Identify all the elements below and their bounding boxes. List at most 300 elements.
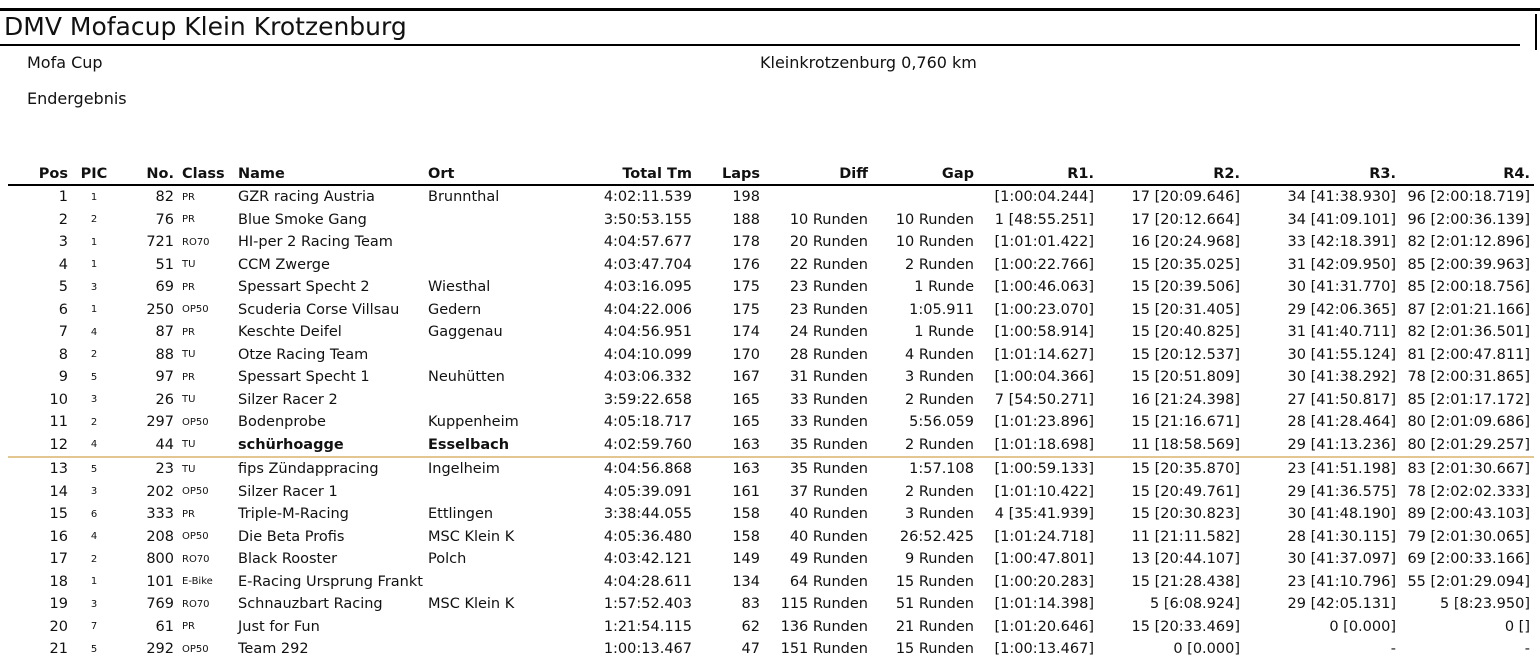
- cell-r2: 15 [20:35.870]: [1131, 461, 1240, 478]
- cell-name: E-Racing Ursprung Frankt: [238, 573, 423, 590]
- cell-r1: [1:00:23.070]: [994, 301, 1094, 318]
- cell-pic: 5: [90, 463, 98, 475]
- cell-laps: 47: [741, 641, 760, 658]
- cell-pic: 1: [90, 304, 98, 316]
- cell-class: TU: [182, 463, 196, 475]
- col-pos: Pos: [8, 164, 72, 185]
- cell-r4: 89 [2:00:43.103]: [1407, 506, 1530, 523]
- cell-total: 4:02:59.760: [574, 434, 696, 458]
- cell-r4: 80 [2:01:09.686]: [1407, 414, 1530, 431]
- cell-no: 101: [146, 573, 174, 590]
- cell-r4: -: [1524, 641, 1530, 658]
- cell-ort: [424, 209, 574, 232]
- cell-r4: 80 [2:01:29.257]: [1400, 434, 1534, 458]
- cell-ort: [424, 638, 574, 661]
- cell-r3: 28 [41:30.115]: [1287, 528, 1396, 545]
- cell-r3: 30 [41:37.097]: [1287, 551, 1396, 568]
- cell-pos: 4: [58, 256, 68, 273]
- cell-r1: [1:01:20.646]: [994, 618, 1094, 635]
- cell-class: RO70: [182, 236, 210, 248]
- cell-laps: 62: [741, 618, 760, 635]
- cell-ort: Neuhütten: [428, 369, 505, 386]
- cell-r2: 15 [20:30.823]: [1131, 506, 1240, 523]
- cell-r4: 78 [2:00:31.865]: [1407, 369, 1530, 386]
- cell-pic: 2: [90, 214, 98, 226]
- cell-pic: 7: [90, 621, 98, 633]
- cell-gap: 15 Runden: [895, 573, 974, 590]
- table-row: [8, 434, 1534, 458]
- cell-r1: [1:00:59.133]: [994, 461, 1094, 478]
- cell-diff: 37 Runden: [789, 483, 868, 500]
- cell-gap: 1 Runde: [914, 324, 974, 341]
- cell-pos: 5: [58, 279, 68, 296]
- cell-r4: 78 [2:02:02.333]: [1407, 483, 1530, 500]
- result-type: Endergebnis: [27, 89, 127, 108]
- cell-pic: 1: [90, 236, 98, 248]
- cell-gap: 51 Runden: [895, 596, 974, 613]
- table-row: [8, 185, 1534, 209]
- cell-r1: [1:01:24.718]: [994, 528, 1094, 545]
- cell-gap: 26:52.425: [899, 528, 974, 545]
- table-row: [8, 616, 1534, 639]
- col-r2: R2.: [1098, 164, 1244, 185]
- cell-r3: 30 [41:55.124]: [1287, 346, 1396, 363]
- cell-r3: 29 [42:05.131]: [1287, 596, 1396, 613]
- title-right-rule: [1535, 14, 1537, 50]
- cell-pic: 4: [90, 326, 98, 338]
- cell-diff: 23 Runden: [789, 279, 868, 296]
- cell-diff: 64 Runden: [789, 573, 868, 590]
- cell-name: Spessart Specht 2: [238, 279, 370, 296]
- cell-name: Triple-M-Racing: [238, 506, 349, 523]
- cell-r4: 96 [2:00:18.719]: [1407, 189, 1530, 206]
- table-row: [8, 638, 1534, 661]
- cell-r1: [1:00:13.467]: [994, 641, 1094, 658]
- cell-diff: 35 Runden: [789, 461, 868, 478]
- cell-ort: [424, 389, 574, 412]
- cell-gap: [872, 185, 978, 209]
- cell-total: 4:03:47.704: [603, 256, 692, 273]
- cell-r3: 28 [41:28.464]: [1287, 414, 1396, 431]
- cell-r4: 85 [2:00:18.756]: [1407, 279, 1530, 296]
- cell-pos: 19: [49, 596, 68, 613]
- cell-name: Bodenprobe: [238, 414, 326, 431]
- table-row: [8, 321, 1534, 344]
- cell-class: PR: [182, 508, 195, 520]
- cell-r3: 29 [42:06.365]: [1287, 301, 1396, 318]
- col-no: No.: [116, 164, 178, 185]
- table-row: [8, 593, 1534, 616]
- cell-r4: 85 [2:01:17.172]: [1407, 391, 1530, 408]
- cell-laps: 198: [732, 189, 760, 206]
- cell-r3: 23 [41:51.198]: [1287, 461, 1396, 478]
- cell-class: OP50: [182, 486, 209, 498]
- cell-r3: 31 [41:40.711]: [1287, 324, 1396, 341]
- cell-class: TU: [178, 434, 234, 458]
- cell-r2: 11 [18:58.569]: [1098, 434, 1244, 458]
- cell-diff: 136 Runden: [780, 618, 868, 635]
- cell-pic: 3: [90, 486, 98, 498]
- cell-pos: 20: [49, 618, 68, 635]
- table-row: [8, 344, 1534, 367]
- table-row: [8, 254, 1534, 277]
- cell-class: PR: [182, 371, 195, 383]
- table-row: [8, 481, 1534, 504]
- cell-r1: [1:01:18.698]: [978, 434, 1098, 458]
- cell-class: RO70: [182, 598, 210, 610]
- cell-diff: 24 Runden: [789, 324, 868, 341]
- cell-pic: 3: [90, 281, 98, 293]
- cell-name: HI-per 2 Racing Team: [238, 234, 393, 251]
- cell-ort: Brunnthal: [428, 189, 500, 206]
- cell-no: 44: [116, 434, 178, 458]
- cell-r1: [1:00:58.914]: [994, 324, 1094, 341]
- cell-class: OP50: [182, 304, 209, 316]
- table-row: [8, 209, 1534, 232]
- cell-diff: 33 Runden: [789, 391, 868, 408]
- cell-gap: 1 Runde: [914, 279, 974, 296]
- cell-class: TU: [182, 259, 196, 271]
- cell-r2: 15 [20:40.825]: [1131, 324, 1240, 341]
- cell-total: 4:05:39.091: [603, 483, 692, 500]
- cell-gap: 2 Runden: [872, 434, 978, 458]
- cell-r4: 83 [2:01:30.667]: [1407, 461, 1530, 478]
- cell-diff: 35 Runden: [764, 434, 872, 458]
- cell-name: Schnauzbart Racing: [238, 596, 383, 613]
- cell-r2: 0 [0.000]: [1173, 641, 1240, 658]
- cell-total: 4:04:56.951: [603, 324, 692, 341]
- cell-total: 4:03:06.332: [603, 369, 692, 386]
- cell-ort: Ettlingen: [428, 506, 494, 523]
- cell-gap: 3 Runden: [905, 369, 974, 386]
- cell-no: 721: [146, 234, 174, 251]
- cell-pos: 13: [49, 461, 68, 478]
- results-table: [8, 164, 1534, 661]
- cell-name: Die Beta Profis: [238, 528, 345, 545]
- cell-diff: 23 Runden: [789, 301, 868, 318]
- cell-r3: 34 [41:09.101]: [1287, 211, 1396, 228]
- cell-diff: 22 Runden: [789, 256, 868, 273]
- cell-gap: 1:57.108: [909, 461, 974, 478]
- cell-pos: 12: [8, 434, 72, 458]
- cell-pic: 1: [90, 576, 98, 588]
- cell-total: 4:05:18.717: [603, 414, 692, 431]
- cell-r3: 33 [42:18.391]: [1287, 234, 1396, 251]
- cell-class: PR: [182, 191, 195, 203]
- cell-no: 26: [155, 391, 174, 408]
- cell-r4: 69 [2:00:33.166]: [1407, 551, 1530, 568]
- cell-ort: Ingelheim: [428, 461, 500, 478]
- title-underline: [0, 44, 1520, 46]
- cell-r4: 82 [2:01:36.501]: [1407, 324, 1530, 341]
- cell-gap: 2 Runden: [905, 256, 974, 273]
- cell-no: 61: [155, 618, 174, 635]
- cell-r4: 81 [2:00:47.811]: [1407, 346, 1530, 363]
- table-row: [8, 571, 1534, 594]
- cell-ort: MSC Klein K: [428, 528, 515, 545]
- cell-pic: 5: [90, 371, 98, 383]
- cup-name: Mofa Cup: [27, 53, 103, 72]
- cell-no: 250: [146, 301, 174, 318]
- cell-r4: 79 [2:01:30.065]: [1407, 528, 1530, 545]
- cell-gap: 10 Runden: [895, 211, 974, 228]
- cell-r3: 30 [41:38.292]: [1287, 369, 1396, 386]
- cell-diff: 115 Runden: [780, 596, 868, 613]
- cell-pic: 6: [90, 508, 98, 520]
- cell-r1: [1:01:10.422]: [994, 483, 1094, 500]
- cell-laps: 174: [732, 324, 760, 341]
- cell-class: OP50: [182, 643, 209, 655]
- cell-class: OP50: [182, 531, 209, 543]
- table-row: [8, 457, 1534, 481]
- cell-r3: 29 [41:36.575]: [1287, 483, 1396, 500]
- cell-no: 76: [155, 211, 174, 228]
- cell-gap: 2 Runden: [905, 391, 974, 408]
- cell-laps: 134: [732, 573, 760, 590]
- cell-laps: 83: [741, 596, 760, 613]
- cell-total: 4:03:16.095: [603, 279, 692, 296]
- cell-pic: 3: [90, 394, 98, 406]
- cell-laps: 163: [696, 434, 764, 458]
- cell-ort: Gaggenau: [428, 324, 503, 341]
- cell-r4: 0 []: [1504, 618, 1530, 635]
- cell-r1: [1:00:04.366]: [994, 369, 1094, 386]
- cell-r2: 16 [20:24.968]: [1131, 234, 1240, 251]
- cell-class: TU: [182, 349, 196, 361]
- cell-pic: 4: [72, 434, 116, 458]
- cell-ort: [424, 571, 574, 594]
- col-pic: PIC: [72, 164, 116, 185]
- cell-r2: 17 [20:12.664]: [1131, 211, 1240, 228]
- cell-pos: 6: [58, 301, 68, 318]
- cell-total: 1:21:54.115: [603, 618, 692, 635]
- table-row: [8, 389, 1534, 412]
- col-r4: R4.: [1400, 164, 1534, 185]
- cell-r2: 11 [21:11.582]: [1131, 528, 1240, 545]
- cell-gap: 5:56.059: [909, 414, 974, 431]
- cell-gap: 1:05.911: [909, 301, 974, 318]
- col-diff: Diff: [764, 164, 872, 185]
- cell-r2: 17 [20:09.646]: [1131, 189, 1240, 206]
- col-ort: Ort: [424, 164, 574, 185]
- cell-pos: 17: [49, 551, 68, 568]
- cell-pic: 5: [90, 643, 98, 655]
- cell-r2: 5 [6:08.924]: [1150, 596, 1240, 613]
- track-info: Kleinkrotzenburg 0,760 km: [760, 53, 977, 72]
- cell-laps: 149: [732, 551, 760, 568]
- cell-name: Black Rooster: [238, 551, 338, 568]
- cell-pos: 8: [58, 346, 68, 363]
- cell-gap: 21 Runden: [895, 618, 974, 635]
- col-r1: R1.: [978, 164, 1098, 185]
- cell-r3: 34 [41:38.930]: [1287, 189, 1396, 206]
- cell-laps: 165: [732, 414, 760, 431]
- cell-ort: Wiesthal: [428, 279, 491, 296]
- cell-ort: Kuppenheim: [428, 414, 519, 431]
- cell-class: PR: [182, 281, 195, 293]
- col-name: Name: [234, 164, 424, 185]
- col-class: Class: [178, 164, 234, 185]
- cell-pic: 3: [90, 598, 98, 610]
- cell-total: 1:57:52.403: [603, 596, 692, 613]
- cell-total: 3:38:44.055: [603, 506, 692, 523]
- cell-r4: 5 [8:23.950]: [1440, 596, 1530, 613]
- cell-diff: 40 Runden: [789, 528, 868, 545]
- cell-laps: 163: [732, 461, 760, 478]
- cell-class: E-Bike: [182, 576, 213, 588]
- cell-r3: 31 [42:09.950]: [1287, 256, 1396, 273]
- cell-no: 88: [155, 346, 174, 363]
- cell-laps: 175: [732, 279, 760, 296]
- cell-no: 82: [155, 189, 174, 206]
- cell-diff: 40 Runden: [789, 506, 868, 523]
- cell-name: Spessart Specht 1: [238, 369, 370, 386]
- cell-r3: -: [1390, 641, 1396, 658]
- cell-diff: 20 Runden: [789, 234, 868, 251]
- cell-ort: [424, 481, 574, 504]
- cell-pos: 3: [58, 234, 68, 251]
- cell-pos: 21: [49, 641, 68, 658]
- cell-no: 208: [146, 528, 174, 545]
- cell-no: 87: [155, 324, 174, 341]
- col-r3: R3.: [1244, 164, 1400, 185]
- cell-class: OP50: [182, 416, 209, 428]
- cell-laps: 170: [732, 346, 760, 363]
- cell-pos: 11: [49, 414, 68, 431]
- cell-diff: 28 Runden: [789, 346, 868, 363]
- cell-diff: 33 Runden: [789, 414, 868, 431]
- cell-r1: 7 [54:50.271]: [994, 391, 1094, 408]
- cell-diff: 151 Runden: [780, 641, 868, 658]
- cell-pos: 18: [49, 573, 68, 590]
- cell-no: 297: [146, 414, 174, 431]
- cell-r2: 15 [20:39.506]: [1131, 279, 1240, 296]
- cell-total: 4:04:22.006: [603, 301, 692, 318]
- cell-diff: 10 Runden: [789, 211, 868, 228]
- cell-diff: 49 Runden: [789, 551, 868, 568]
- table-row: [8, 526, 1534, 549]
- cell-ort: [424, 231, 574, 254]
- cell-no: 202: [146, 483, 174, 500]
- cell-total: 4:04:56.868: [603, 461, 692, 478]
- cell-name: CCM Zwerge: [238, 256, 330, 273]
- cell-no: 800: [146, 551, 174, 568]
- table-row: [8, 366, 1534, 389]
- cell-pic: 2: [90, 416, 98, 428]
- cell-r4: 87 [2:01:21.166]: [1407, 301, 1530, 318]
- cell-diff: [764, 185, 872, 209]
- cell-r2: 15 [21:28.438]: [1131, 573, 1240, 590]
- cell-no: 769: [146, 596, 174, 613]
- cell-no: 69: [155, 279, 174, 296]
- cell-r3: 30 [41:31.770]: [1287, 279, 1396, 296]
- cell-name: Keschte Deifel: [238, 324, 342, 341]
- cell-gap: 9 Runden: [905, 551, 974, 568]
- cell-laps: 188: [732, 211, 760, 228]
- table-row: [8, 411, 1534, 434]
- cell-pic: 2: [90, 349, 98, 361]
- cell-pos: 9: [58, 369, 68, 386]
- cell-pos: 14: [49, 483, 68, 500]
- cell-name: Scuderia Corse Villsau: [238, 301, 400, 318]
- cell-name: Silzer Racer 1: [238, 483, 338, 500]
- cell-r1: 1 [48:55.251]: [994, 211, 1094, 228]
- cell-r4: 82 [2:01:12.896]: [1407, 234, 1530, 251]
- cell-r1: [1:01:23.896]: [994, 414, 1094, 431]
- cell-laps: 161: [732, 483, 760, 500]
- table-row: [8, 503, 1534, 526]
- table-row: [8, 299, 1534, 322]
- cell-diff: 31 Runden: [789, 369, 868, 386]
- cell-total: 4:03:42.121: [603, 551, 692, 568]
- cell-r3: 30 [41:48.190]: [1287, 506, 1396, 523]
- cell-r2: 15 [20:49.761]: [1131, 483, 1240, 500]
- cell-laps: 158: [732, 528, 760, 545]
- cell-r1: [1:00:22.766]: [994, 256, 1094, 273]
- cell-name: Team 292: [238, 641, 309, 658]
- cell-pos: 15: [49, 506, 68, 523]
- cell-r2: 13 [20:44.107]: [1131, 551, 1240, 568]
- cell-class: PR: [182, 326, 195, 338]
- cell-r1: [1:01:01.422]: [994, 234, 1094, 251]
- cell-pos: 10: [49, 391, 68, 408]
- cell-laps: 178: [732, 234, 760, 251]
- col-gap: Gap: [872, 164, 978, 185]
- cell-no: 51: [155, 256, 174, 273]
- table-row: [8, 231, 1534, 254]
- cell-r4: 85 [2:00:39.963]: [1407, 256, 1530, 273]
- cell-ort: [424, 616, 574, 639]
- cell-ort: [424, 254, 574, 277]
- cell-laps: 158: [732, 506, 760, 523]
- cell-class: PR: [182, 214, 195, 226]
- cell-name: Silzer Racer 2: [238, 391, 338, 408]
- header-row: [8, 164, 1534, 185]
- cell-total: 4:04:57.677: [603, 234, 692, 251]
- cell-ort: MSC Klein K: [428, 596, 515, 613]
- cell-laps: 167: [732, 369, 760, 386]
- page-title: DMV Mofacup Klein Krotzenburg: [4, 12, 407, 41]
- cell-name: fips Zündappracing: [238, 461, 379, 478]
- cell-gap: 10 Runden: [895, 234, 974, 251]
- cell-pos: 2: [58, 211, 68, 228]
- cell-total: 3:59:22.658: [603, 391, 692, 408]
- col-total: Total Tm: [574, 164, 696, 185]
- cell-ort: Esselbach: [424, 434, 574, 458]
- cell-r2: 15 [20:12.537]: [1131, 346, 1240, 363]
- cell-r1: [1:01:14.398]: [994, 596, 1094, 613]
- cell-total: 3:50:53.155: [603, 211, 692, 228]
- cell-r3: 23 [41:10.796]: [1287, 573, 1396, 590]
- cell-pos: 7: [58, 324, 68, 341]
- cell-name: Otze Racing Team: [238, 346, 369, 363]
- cell-pic: 2: [90, 553, 98, 565]
- cell-name: GZR racing Austria: [238, 189, 375, 206]
- table-row: [8, 276, 1534, 299]
- cell-pic: 1: [90, 191, 98, 203]
- cell-class: TU: [182, 394, 196, 406]
- cell-pos: 1: [58, 189, 68, 206]
- cell-r2: 16 [21:24.398]: [1131, 391, 1240, 408]
- table-row: [8, 548, 1534, 571]
- cell-r2: 15 [20:31.405]: [1131, 301, 1240, 318]
- cell-no: 23: [155, 461, 174, 478]
- col-laps: Laps: [696, 164, 764, 185]
- cell-pic: 4: [90, 531, 98, 543]
- cell-r3: 27 [41:50.817]: [1287, 391, 1396, 408]
- cell-r2: 15 [21:16.671]: [1131, 414, 1240, 431]
- cell-laps: 175: [732, 301, 760, 318]
